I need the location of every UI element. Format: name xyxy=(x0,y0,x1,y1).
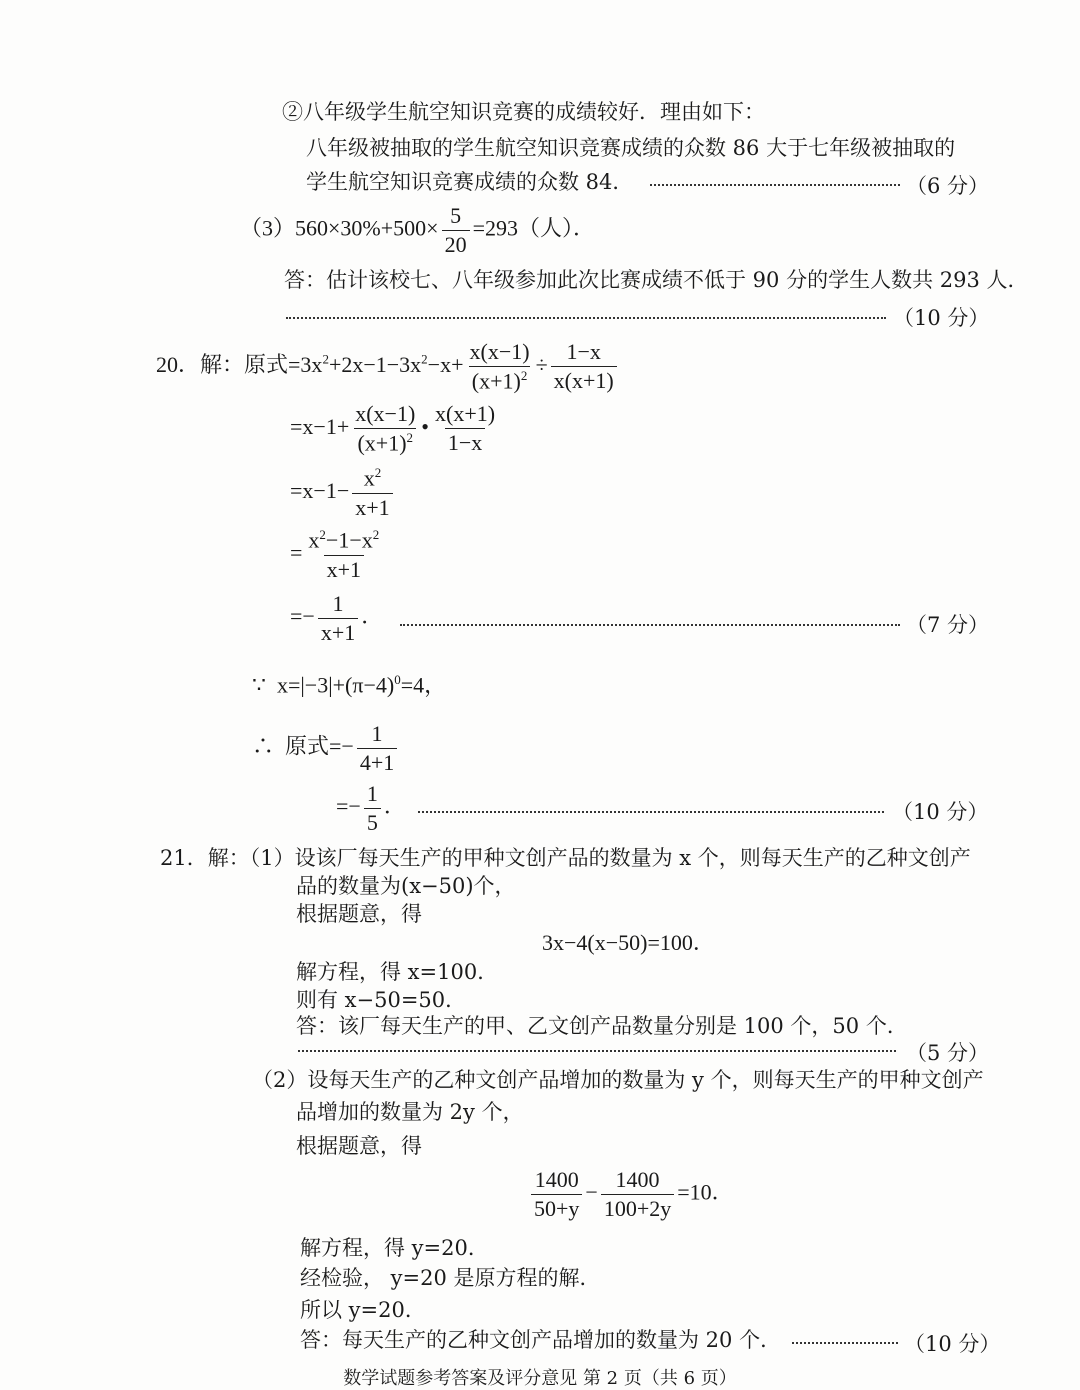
fraction-numerator xyxy=(361,466,385,493)
q19-part3-score: （10 分） xyxy=(893,306,990,330)
leader-dots xyxy=(792,1342,898,1344)
q20-score2: （10 分） xyxy=(892,800,989,824)
q20-label: 20．解：原式 xyxy=(156,351,289,377)
fraction-numerator: 1 xyxy=(332,591,344,616)
because-expr: x=|−3|+(π−4) xyxy=(277,672,395,698)
minus-sign: − xyxy=(585,1179,598,1205)
fraction-numerator: 1400 xyxy=(534,1167,579,1192)
q21-line3: 根据题意，得 xyxy=(296,902,422,926)
q20-l1-fraction2 xyxy=(551,340,617,393)
q20-l4-a: = xyxy=(290,539,303,565)
fraction-numerator: 1400 xyxy=(615,1167,660,1192)
q20-therefore-fraction xyxy=(357,722,397,775)
multiply-dot: • xyxy=(421,413,429,439)
numerator-base: x xyxy=(363,465,375,491)
fraction-denominator: x(x+1) xyxy=(551,366,617,393)
fraction-denominator: x+1 xyxy=(352,493,392,520)
q20-final-fraction xyxy=(364,782,381,835)
q21-line2: 品的数量为(x−50)个， xyxy=(296,874,516,898)
q21-then1: 则有 x−50=50． xyxy=(296,988,467,1012)
q21-so: 所以 y=20． xyxy=(300,1298,426,1322)
fraction-denominator: 100+2y xyxy=(601,1194,674,1221)
q20-l2-fraction2 xyxy=(432,402,498,455)
q19-part2-line3: 学生航空知识竞赛成绩的众数 84． xyxy=(306,170,634,194)
fraction-numerator: 5 xyxy=(450,203,462,228)
numerator-b: −1−x xyxy=(325,527,373,553)
divide-sign: ÷ xyxy=(535,351,548,377)
q20-line4 xyxy=(290,528,385,582)
q21-score1: （5 分） xyxy=(906,1041,990,1065)
numerator-a: x xyxy=(308,527,320,553)
fraction-denominator: 4+1 xyxy=(357,748,397,775)
fraction-denominator xyxy=(354,428,416,456)
q21-answer1: 答：该厂每天生产的甲、乙文创产品数量分别是 100 个，50 个． xyxy=(296,1014,908,1038)
fraction-numerator: 1−x xyxy=(566,339,601,365)
q20-line1 xyxy=(156,340,620,394)
q19-part2-score: （6 分） xyxy=(906,174,990,198)
q20-l2-fraction1 xyxy=(352,402,418,456)
fraction-numerator: 1 xyxy=(371,721,383,746)
q19-part3-fraction xyxy=(442,204,470,257)
q20-score1: （7 分） xyxy=(906,613,990,637)
because-symbol: ∵ xyxy=(252,672,266,698)
q20-l3-fraction xyxy=(352,466,392,520)
page-footer: 数学试题参考答案及评分意见 第 2 页（共 6 页） xyxy=(343,1368,737,1389)
q21-part2-line1: （2）设每天生产的乙种文创产品增加的数量为 y 个，则每天生产的甲种文创产 xyxy=(252,1068,984,1092)
q21-equation2 xyxy=(528,1168,734,1221)
exponent: 2 xyxy=(372,527,380,542)
q20-l1-c: −x+ xyxy=(427,351,464,377)
q20-line3 xyxy=(290,466,396,520)
q20-final-line xyxy=(336,782,406,835)
fraction-numerator xyxy=(305,528,382,555)
q21-solution1: 解方程，得 x=100． xyxy=(296,960,499,984)
leader-dots xyxy=(418,811,884,813)
q20-therefore-line xyxy=(252,722,400,775)
q20-l4-fraction xyxy=(305,528,382,582)
q20-l5-fraction xyxy=(318,592,358,645)
q19-part3-formula xyxy=(240,204,595,257)
exponent: 2 xyxy=(406,430,414,446)
q20-line2 xyxy=(290,402,501,456)
q20-l2-a: =x−1+ xyxy=(290,413,350,439)
period: ． xyxy=(361,603,384,629)
q21-eq2-fraction1 xyxy=(531,1168,582,1221)
q21-eq2-fraction2 xyxy=(601,1168,674,1221)
q19-part3-expr-a: 560×30%+500× xyxy=(295,215,439,241)
exponent: 0 xyxy=(394,672,401,687)
q20-l1-b: +2x−1−3x xyxy=(328,351,422,377)
q20-l3-a: =x−1− xyxy=(290,477,350,503)
q20-line5 xyxy=(290,592,383,645)
q21-answer2: 答：每天生产的乙种文创产品增加的数量为 20 个． xyxy=(300,1328,782,1352)
denominator-base: (x+1) xyxy=(471,368,521,394)
therefore-symbol: ∴ xyxy=(252,733,275,759)
fraction-denominator: 1−x xyxy=(445,428,485,455)
exponent: 2 xyxy=(421,351,428,367)
exponent: 2 xyxy=(374,465,382,480)
q21-check: 经检验， y=20 是原方程的解． xyxy=(300,1266,601,1290)
q21-solution2: 解方程，得 y=20． xyxy=(300,1236,489,1260)
denominator-base: (x+1) xyxy=(357,430,407,456)
fraction-numerator: 1 xyxy=(366,781,378,806)
final-a: =− xyxy=(336,793,361,819)
fraction-numerator: x(x−1) xyxy=(355,401,416,426)
q19-part3-expr-b: =293（人）． xyxy=(472,215,595,241)
equation-end: =10． xyxy=(677,1179,734,1205)
period: ． xyxy=(383,793,406,819)
leader-dots xyxy=(650,184,900,186)
leader-dots xyxy=(286,317,886,319)
q21-equation1: 3x−4(x−50)=100． xyxy=(542,930,715,955)
therefore-label: 原式=− xyxy=(285,733,354,759)
q20-because-line xyxy=(252,672,446,699)
q19-part3-answer: 答：估计该校七、八年级参加此次比赛成绩不低于 90 分的学生人数共 293 人． xyxy=(284,268,1029,292)
fraction-denominator: x+1 xyxy=(324,555,364,582)
q19-part2-line1: ②八年级学生航空知识竞赛的成绩较好．理由如下： xyxy=(282,100,765,124)
fraction-numerator: x(x+1) xyxy=(435,401,496,427)
fraction-denominator xyxy=(469,366,531,394)
q19-part3-label: （3） xyxy=(240,215,296,241)
q20-l1-a: =3x xyxy=(288,351,323,377)
fraction-denominator: x+1 xyxy=(318,618,358,645)
q21-part2-line2: 品增加的数量为 2y 个， xyxy=(296,1100,524,1124)
q21-score2: （10 分） xyxy=(904,1332,1001,1356)
exponent: 2 xyxy=(322,351,329,367)
fraction-denominator: 20 xyxy=(442,230,470,257)
fraction-denominator: 50+y xyxy=(531,1194,582,1221)
fraction-numerator: x(x−1) xyxy=(469,339,530,364)
because-end: =4， xyxy=(400,672,447,698)
exponent: 2 xyxy=(520,368,528,384)
leader-dots xyxy=(400,624,900,626)
q20-l5-a: =− xyxy=(290,603,315,629)
fraction-denominator: 5 xyxy=(364,808,381,835)
q19-part2-line2: 八年级被抽取的学生航空知识竞赛成绩的众数 86 大于七年级被抽取的 xyxy=(306,136,956,160)
q21-line1: 21．解：（1）设该厂每天生产的甲种文创产品的数量为 x 个，则每天生产的乙种文创产 xyxy=(160,846,971,870)
q20-l1-fraction1 xyxy=(467,340,533,394)
q21-part2-line3: 根据题意，得 xyxy=(296,1134,422,1158)
exponent: 2 xyxy=(319,527,326,542)
leader-dots xyxy=(298,1050,896,1052)
